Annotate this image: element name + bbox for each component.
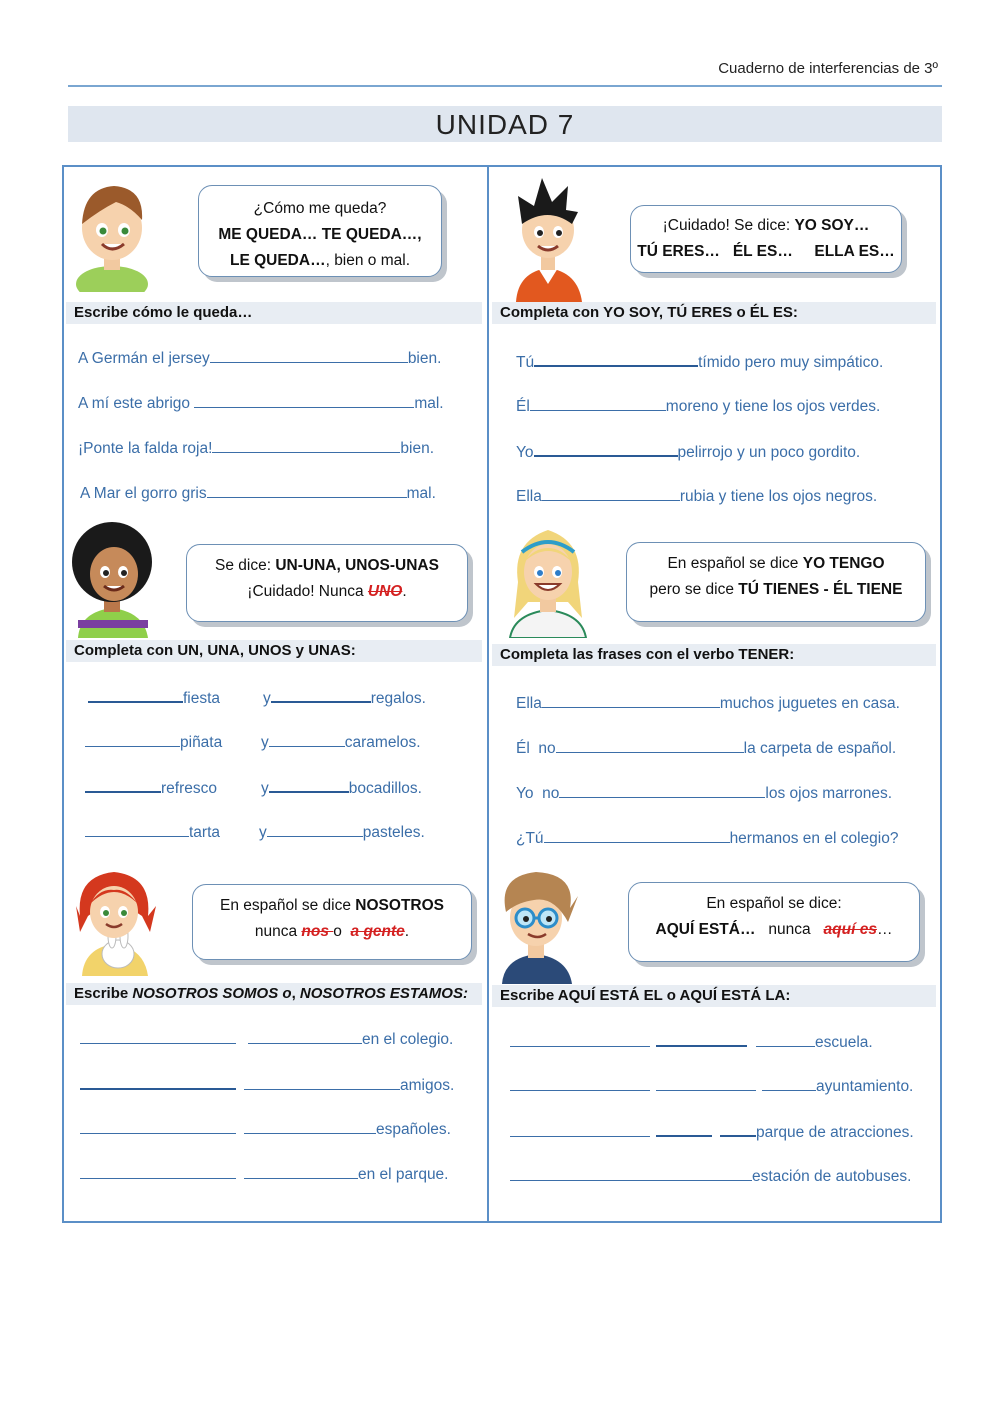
exercise-line: y pasteles. [259,824,425,841]
answer-blank[interactable] [556,738,744,753]
exercise-line: y bocadillos. [261,777,422,798]
answer-blank[interactable] [85,822,189,837]
answer-blank[interactable] [542,486,680,501]
exercise-line: Ella muchos juguetes en casa. [516,695,900,712]
exercise-line: tarta [85,822,220,842]
section-heading: Escribe AQUÍ ESTÁ EL o AQUÍ ESTÁ LA: [492,985,936,1007]
answer-blank[interactable] [510,1032,650,1047]
boy-avatar-icon [70,180,154,292]
redhead-girl-with-bunny-avatar-icon [70,866,160,976]
exercise-line: refresco [85,777,217,798]
exercise-line: A mí este abrigo mal. [78,395,444,412]
answer-blank[interactable] [244,1119,376,1134]
bubble-line: nunca nos o a gente. [254,923,410,940]
answer-blank[interactable] [530,396,666,411]
section-heading: Completa las frases con el verbo TENER: [492,644,936,666]
exercise-line: en el parque. [80,1164,449,1184]
exercise-line: españoles. [80,1119,451,1139]
exercise-line: y regalos. [263,687,426,708]
exercise-line: A Mar el gorro gris mal. [80,485,436,502]
answer-blank[interactable] [244,1164,358,1179]
answer-blank[interactable] [542,693,720,708]
section-heading: Completa con UN, UNA, UNOS y UNAS: [66,640,482,662]
exercise-line: ayuntamiento. [510,1076,913,1096]
answer-blank[interactable] [80,1164,236,1179]
answer-blank[interactable] [656,1076,756,1091]
exercise-line: ¡Ponte la falda roja! bien. [78,440,435,457]
section-heading: Escribe NOSOTROS SOMOS o, NOSOTROS ESTAMOS: [66,983,482,1005]
exercise-line: escuela. [510,1031,873,1052]
answer-blank[interactable] [559,783,765,798]
answer-blank[interactable] [534,351,698,367]
answer-blank[interactable] [271,687,371,703]
answer-blank[interactable] [85,732,180,747]
bubble-line: En español se dice: [706,895,842,912]
answer-blank[interactable] [212,438,400,453]
bubble-line: ¡Cuidado! Nunca UNO. [247,583,407,600]
answer-blank[interactable] [269,777,349,793]
exercise-line: Tú tímido pero muy simpático. [516,351,883,372]
speech-bubble-tener [626,542,926,622]
exercise-line: y caramelos. [261,734,421,751]
bubble-line: Se dice: UN-UNA, UNOS-UNAS [215,557,439,574]
bubble-line: LE QUEDA…, bien o mal. [229,252,411,269]
bubble-line: TÚ ERES… ÉL ES… ELLA ES… [637,243,895,260]
boy-with-glasses-avatar-icon [494,866,580,984]
exercise-line: fiesta [88,687,220,708]
speech-bubble-aqui-esta [628,882,920,962]
speech-bubble-queda [198,185,442,277]
exercise-line: en el colegio. [80,1029,453,1049]
speech-bubble-soy [630,205,902,273]
bubble-line: En español se dice NOSOTROS [220,897,444,914]
answer-blank[interactable] [207,483,407,498]
bubble-line: ¿Cómo me queda? [253,200,387,217]
blonde-girl-avatar-icon [506,522,590,638]
section-heading: Completa con YO SOY, TÚ ERES o ÉL ES: [492,302,936,324]
bubble-line: En español se dice YO TENGO [667,555,885,572]
answer-blank[interactable] [656,1031,747,1047]
page-title: UNIDAD 7 [68,106,942,142]
answer-blank[interactable] [762,1076,816,1091]
exercise-line: Ella rubia y tiene los ojos negros. [516,488,878,505]
exercise-line: ¿Tú hermanos en el colegio? [516,830,899,847]
answer-blank[interactable] [267,822,363,837]
spiky-hair-boy-avatar-icon [508,176,588,302]
answer-blank[interactable] [534,441,678,457]
answer-blank[interactable] [510,1166,752,1181]
answer-blank[interactable] [756,1032,815,1047]
exercise-line: Yo no los ojos marrones. [516,785,893,802]
curly-hair-girl-avatar-icon [70,522,154,638]
exercise-line: parque de atracciones. [510,1121,914,1142]
speech-bubble-nosotros [192,884,472,960]
header-rule [68,85,942,87]
bubble-line: ¡Cuidado! Se dice: YO SOY… [662,217,870,234]
exercise-line: piñata [85,732,222,752]
answer-blank[interactable] [269,732,345,747]
exercise-line: Yo pelirrojo y un poco gordito. [516,441,860,462]
answer-blank[interactable] [88,687,183,703]
answer-blank[interactable] [510,1122,650,1137]
answer-blank[interactable] [248,1029,362,1044]
exercise-line: Él moreno y tiene los ojos verdes. [516,398,881,415]
answer-blank[interactable] [80,1029,236,1044]
page-header: Cuaderno de interferencias de 3º [718,60,938,77]
exercise-line: Él no la carpeta de español. [516,740,897,757]
answer-blank[interactable] [720,1121,756,1137]
exercise-line: estación de autobuses. [510,1166,911,1186]
answer-blank[interactable] [85,777,161,793]
answer-blank[interactable] [656,1121,712,1137]
exercise-line: amigos. [80,1074,454,1095]
section-heading: Escribe cómo le queda… [66,302,482,324]
answer-blank[interactable] [544,828,730,843]
answer-blank[interactable] [194,393,414,408]
bubble-line: ME QUEDA… TE QUEDA…, [218,226,422,243]
answer-blank[interactable] [80,1119,236,1134]
answer-blank[interactable] [80,1074,236,1090]
bubble-line: AQUÍ ESTÁ… nunca aquí es… [655,921,893,938]
answer-blank[interactable] [210,348,408,363]
exercise-line: A Germán el jersey bien. [78,350,442,367]
answer-blank[interactable] [510,1076,650,1091]
bubble-line: pero se dice TÚ TIENES - ÉL TIENE [649,581,903,598]
speech-bubble-un-una [186,544,468,622]
column-divider [487,165,489,1223]
answer-blank[interactable] [244,1075,400,1090]
